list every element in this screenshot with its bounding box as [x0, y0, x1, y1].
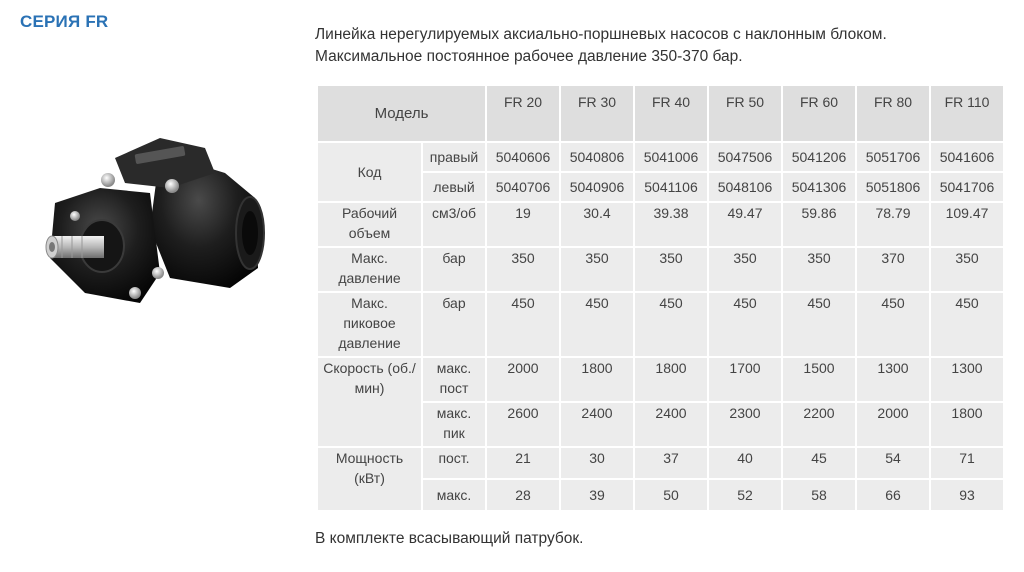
power-max-cell: 52 — [709, 480, 781, 510]
code-right-cell: 5047506 — [709, 143, 781, 171]
spec-table — [316, 84, 1005, 512]
peak-pressure-unit: бар — [423, 293, 485, 356]
max-pressure-cell: 350 — [487, 248, 559, 291]
speed-label — [318, 358, 421, 446]
power-label — [318, 448, 421, 510]
volume-cell: 19 — [487, 203, 559, 246]
max-pressure-label-l1: Макс. — [351, 250, 388, 266]
peak-pressure-cell: 450 — [931, 293, 1003, 356]
model-fr80: FR 80 — [857, 86, 929, 141]
model-fr60: FR 60 — [783, 86, 855, 141]
volume-cell: 59.86 — [783, 203, 855, 246]
code-left-cell: 5051806 — [857, 173, 929, 201]
volume-cell: 109.47 — [931, 203, 1003, 246]
max-pressure-label — [318, 248, 421, 291]
max-pressure-cell: 350 — [783, 248, 855, 291]
peak-pressure-label — [318, 293, 421, 356]
speed-cont-cell: 1800 — [561, 358, 633, 401]
max-pressure-cell: 350 — [561, 248, 633, 291]
power-max-cell: 50 — [635, 480, 707, 510]
max-pressure-cell: 350 — [931, 248, 1003, 291]
speed-peak-cell: 2600 — [487, 403, 559, 446]
footer-note: В комплекте всасывающий патрубок. — [315, 530, 584, 547]
volume-cell: 30.4 — [561, 203, 633, 246]
peak-pressure-label-l1: Макс. — [351, 295, 388, 311]
code-right-cell: 5040806 — [561, 143, 633, 171]
speed-cont-label-l2: пост — [439, 380, 469, 396]
power-cont-cell: 40 — [709, 448, 781, 478]
peak-pressure-label-l2: пиковое — [343, 315, 396, 331]
peak-pressure-cell: 450 — [487, 293, 559, 356]
intro-text — [315, 24, 887, 68]
speed-cont-cell: 1300 — [857, 358, 929, 401]
speed-peak-cell: 2400 — [561, 403, 633, 446]
speed-cont-cell: 2000 — [487, 358, 559, 401]
code-right-label: правый — [423, 143, 485, 171]
speed-cont-cell: 1800 — [635, 358, 707, 401]
code-right-cell: 5041006 — [635, 143, 707, 171]
max-pressure-label-l2: давление — [338, 270, 401, 286]
model-fr40: FR 40 — [635, 86, 707, 141]
power-max-cell: 66 — [857, 480, 929, 510]
power-label-l2: (кВт) — [354, 470, 385, 486]
code-right-cell: 5041606 — [931, 143, 1003, 171]
volume-label — [318, 203, 421, 246]
power-cont-cell: 37 — [635, 448, 707, 478]
volume-cell: 78.79 — [857, 203, 929, 246]
speed-peak-cell: 1800 — [931, 403, 1003, 446]
max-pressure-cell: 370 — [857, 248, 929, 291]
speed-peak-cell: 2400 — [635, 403, 707, 446]
code-right-cell: 5051706 — [857, 143, 929, 171]
power-cont-label: пост. — [423, 448, 485, 478]
code-right-cell: 5041206 — [783, 143, 855, 171]
power-cont-cell: 30 — [561, 448, 633, 478]
code-left-cell: 5040906 — [561, 173, 633, 201]
power-max-cell: 39 — [561, 480, 633, 510]
peak-pressure-cell: 450 — [783, 293, 855, 356]
peak-pressure-cell: 450 — [857, 293, 929, 356]
max-pressure-cell: 350 — [635, 248, 707, 291]
code-left-cell: 5041706 — [931, 173, 1003, 201]
code-left-cell: 5041106 — [635, 173, 707, 201]
power-cont-cell: 71 — [931, 448, 1003, 478]
speed-label-l1: Скорость (об./ — [323, 360, 416, 376]
series-title: СЕРИЯ FR — [20, 12, 109, 31]
peak-pressure-label-l3: давление — [338, 335, 401, 351]
power-max-cell: 58 — [783, 480, 855, 510]
speed-label-l2: мин) — [354, 380, 385, 396]
speed-cont-cell: 1500 — [783, 358, 855, 401]
code-left-cell: 5048106 — [709, 173, 781, 201]
model-header: Модель — [318, 86, 485, 141]
intro-line-2: Максимальное постоянное рабочее давление 350-370 бар. — [315, 48, 743, 65]
power-max-cell: 93 — [931, 480, 1003, 510]
volume-label-l1: Рабочий — [341, 205, 398, 221]
peak-pressure-cell: 450 — [561, 293, 633, 356]
power-cont-cell: 21 — [487, 448, 559, 478]
max-pressure-cell: 350 — [709, 248, 781, 291]
speed-cont-label-l1: макс. — [436, 360, 472, 376]
speed-peak-label-l2: пик — [443, 425, 465, 441]
power-max-label: макс. — [423, 480, 485, 510]
speed-cont-label — [423, 358, 485, 401]
power-cont-cell: 54 — [857, 448, 929, 478]
volume-label-l2: объем — [348, 225, 391, 241]
code-right-cell: 5040606 — [487, 143, 559, 171]
power-label-l1: Мощность — [335, 450, 404, 466]
pump-image — [40, 128, 270, 318]
model-fr20: FR 20 — [487, 86, 559, 141]
peak-pressure-cell: 450 — [709, 293, 781, 356]
code-left-cell: 5041306 — [783, 173, 855, 201]
volume-cell: 39.38 — [635, 203, 707, 246]
code-left-cell: 5040706 — [487, 173, 559, 201]
intro-line-1: Линейка нерегулируемых аксиально-поршневых насосов с наклонным блоком. — [315, 26, 887, 43]
speed-peak-label-l1: макс. — [436, 405, 472, 421]
speed-peak-cell: 2300 — [709, 403, 781, 446]
volume-cell: 49.47 — [709, 203, 781, 246]
model-fr30: FR 30 — [561, 86, 633, 141]
model-fr110: FR 110 — [931, 86, 1003, 141]
code-left-label: левый — [423, 173, 485, 201]
speed-cont-cell: 1300 — [931, 358, 1003, 401]
speed-peak-cell: 2200 — [783, 403, 855, 446]
max-pressure-unit: бар — [423, 248, 485, 291]
speed-peak-label — [423, 403, 485, 446]
speed-cont-cell: 1700 — [709, 358, 781, 401]
peak-pressure-cell: 450 — [635, 293, 707, 356]
code-label: Код — [318, 143, 421, 201]
power-cont-cell: 45 — [783, 448, 855, 478]
model-fr50: FR 50 — [709, 86, 781, 141]
volume-unit: см3/об — [423, 203, 485, 246]
speed-peak-cell: 2000 — [857, 403, 929, 446]
power-max-cell: 28 — [487, 480, 559, 510]
